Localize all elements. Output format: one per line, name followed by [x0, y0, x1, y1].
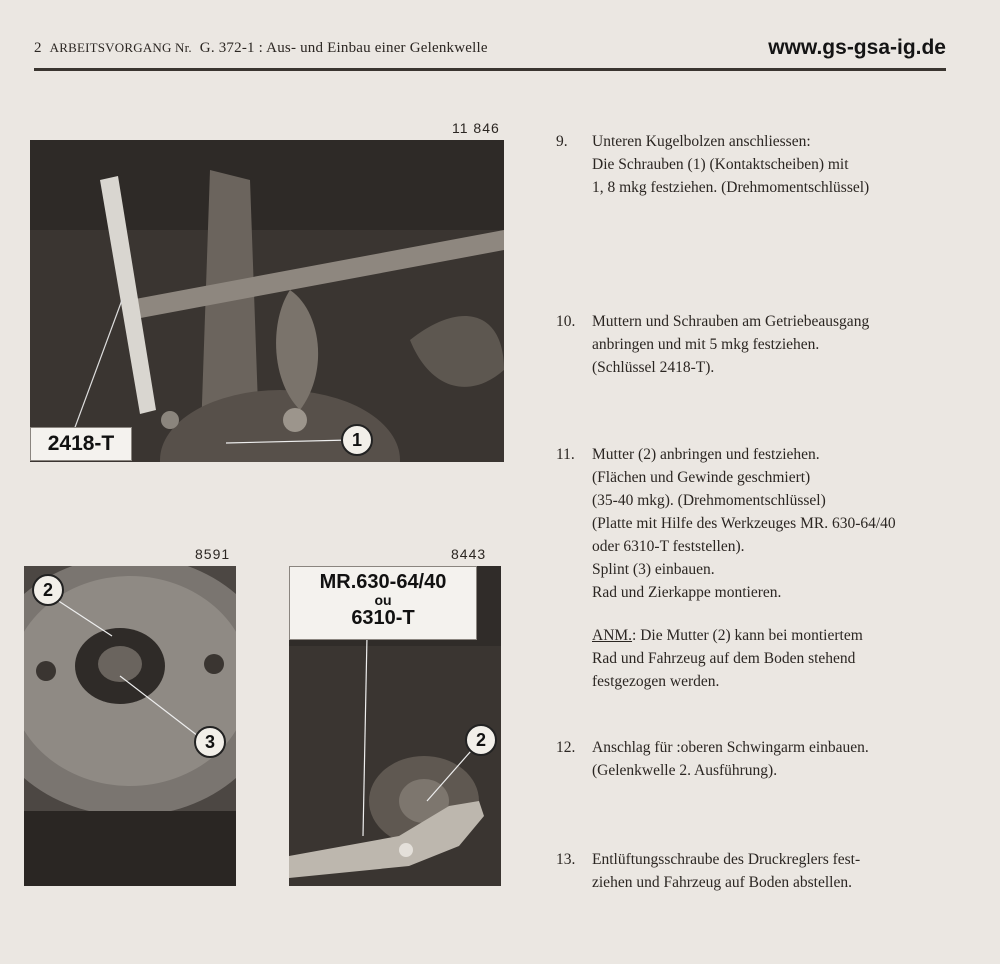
- step-11-line-7: Rad und Zierkappe montieren.: [592, 584, 782, 601]
- step-9-line-2: Die Schrauben (1) (Kontaktscheiben) mit: [592, 156, 849, 173]
- callout-3: 3: [194, 726, 226, 758]
- step-13-line-2: ziehen und Fahrzeug auf Boden abstellen.: [592, 874, 852, 891]
- step-11-line-2: (Flächen und Gewinde geschmiert): [592, 469, 811, 486]
- step-9-line-1: Unteren Kugelbolzen anschliessen:: [592, 133, 811, 150]
- photo-2-number: 8591: [195, 546, 231, 562]
- step-11-line-5: oder 6310-T feststellen).: [592, 538, 745, 555]
- page-header: [34, 36, 946, 66]
- callout-1: 1: [341, 424, 373, 456]
- step-11-number: 11.: [556, 446, 575, 463]
- photo-2-wheel-hub: [24, 566, 236, 886]
- step-9-line-3: 1, 8 mkg festziehen. (Drehmomentschlüssel): [592, 179, 870, 196]
- step-11-note-line-2: Rad und Fahrzeug auf dem Boden stehend: [592, 650, 856, 667]
- photo-1-driveshaft-tool: [30, 140, 504, 462]
- step-10-line-1: Muttern und Schrauben am Getriebeausgang: [592, 313, 870, 330]
- step-11-line-3: (35-40 mkg). (Drehmomentschlüssel): [592, 492, 826, 509]
- page-number: 2: [34, 40, 42, 56]
- step-12-line-2: (Gelenkwelle 2. Ausführung).: [592, 762, 778, 779]
- website-link[interactable]: www.gs-gsa-ig.de: [768, 36, 946, 59]
- step-13-line-1: Entlüftungsschraube des Druckreglers fest-: [592, 851, 861, 868]
- step-10-number: 10.: [556, 313, 576, 330]
- step-11-line-6: Splint (3) einbauen.: [592, 561, 715, 578]
- callout-2-tool: 2: [465, 724, 497, 756]
- note-label: ANM.: [592, 627, 633, 644]
- step-11-note-line-1: [592, 624, 1000, 647]
- step-10-line-3: (Schlüssel 2418-T).: [592, 359, 715, 376]
- step-10-line-2: anbringen und mit 5 mkg festziehen.: [592, 336, 820, 353]
- step-9-number: 9.: [556, 133, 568, 150]
- header-rule: [34, 68, 946, 71]
- tool-tag-mr630-line1: MR.630-64/40: [319, 571, 447, 593]
- tool-tag-ou: ou: [374, 592, 392, 608]
- operation-code: G. 372-1 :: [199, 40, 264, 56]
- step-11-line-4: (Platte mit Hilfe des Werkzeuges MR. 630-64/40: [592, 515, 896, 532]
- tool-tag-6310t: 6310-T: [351, 607, 415, 629]
- step-11-note-line-3: festgezogen werden.: [592, 673, 720, 690]
- photo-1-illustration: [30, 140, 504, 462]
- tool-tag-2418t: 2418-T: [30, 427, 132, 461]
- photo-1-number: 11 846: [452, 120, 500, 136]
- step-11-line-1: Mutter (2) anbringen und festziehen.: [592, 446, 820, 463]
- tool-tag-mr630: [289, 566, 477, 640]
- step-12-line-1: Anschlag für :oberen Schwingarm einbauen.: [592, 739, 869, 756]
- header-title: [34, 40, 488, 57]
- photo-3-number: 8443: [451, 546, 487, 562]
- operation-title: Aus- und Einbau einer Gelenkwelle: [266, 40, 488, 56]
- note-text-1: : Die Mutter (2) kann bei montiertem: [632, 627, 863, 644]
- step-13-number: 13.: [556, 851, 576, 868]
- operation-label: ARBEITSVORGANG Nr.: [49, 40, 192, 55]
- callout-2: 2: [32, 574, 64, 606]
- photo-3-locking-tool: [289, 566, 501, 886]
- step-12-number: 12.: [556, 739, 576, 756]
